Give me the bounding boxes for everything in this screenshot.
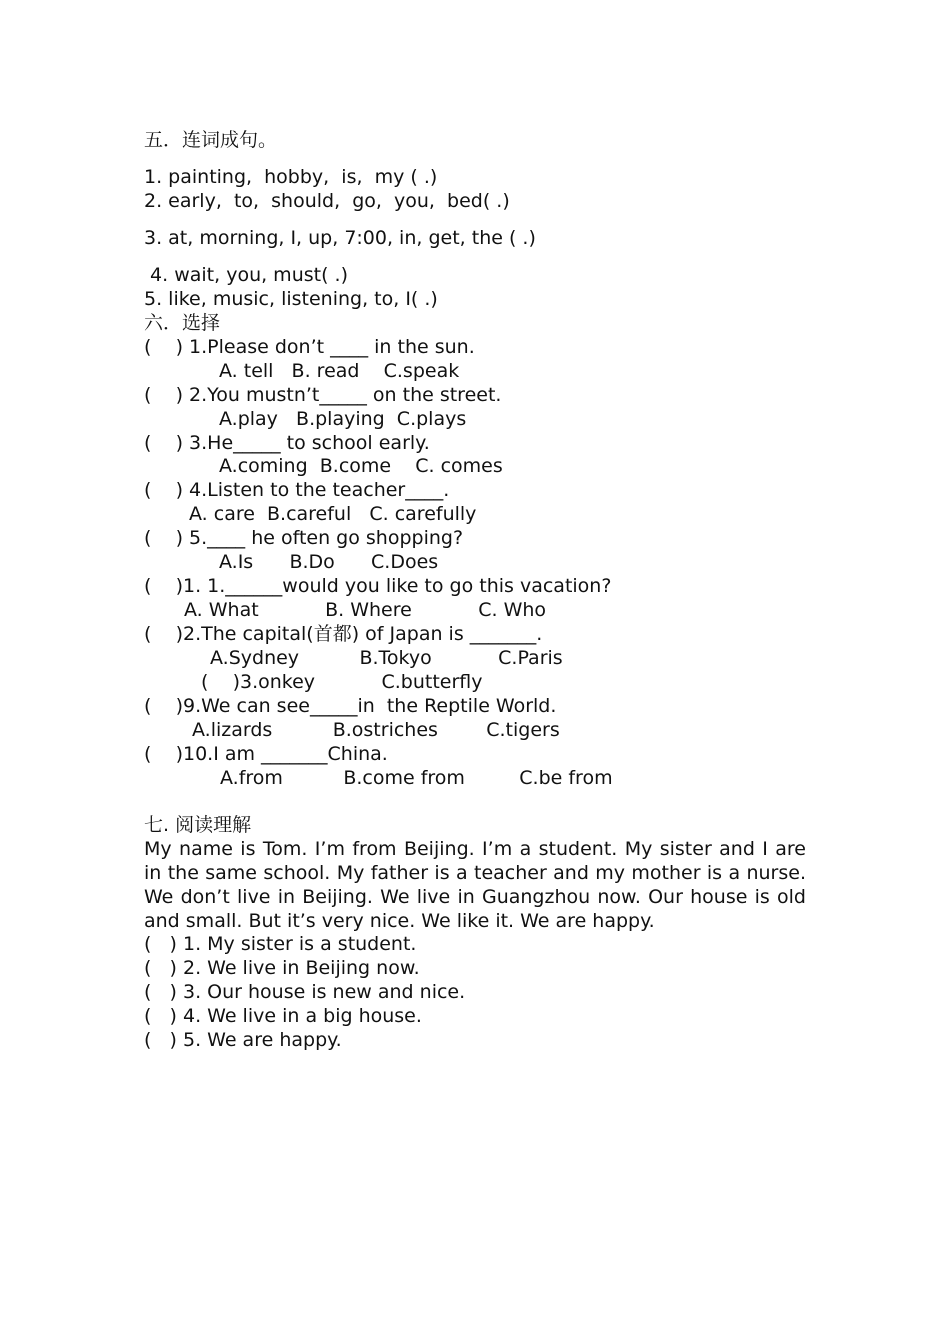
options-line: A.Is B.Do C.Does [219, 551, 439, 573]
section6-heading: 六．选择 [144, 312, 221, 334]
options-line: A.play B.playing C.plays [219, 408, 467, 430]
section5-item-5: 5. like, music, listening, to, I( .) [144, 288, 438, 310]
section5-item-1: 1. painting, hobby, is, my ( .) [144, 166, 438, 188]
section5-item-4: 4. wait, you, must( .) [144, 264, 348, 286]
options-line: A.Sydney B.Tokyo C.Paris [210, 647, 563, 669]
options-line: A. tell B. read C.speak [219, 360, 460, 382]
question-line: ( ) 5.____ he often go shopping? [144, 527, 464, 549]
question-line: ( ) 4.Listen to the teacher____. [144, 479, 450, 501]
question-line: ( )3.onkey C.butterfly [201, 671, 483, 693]
question-line: ( ) 1.Please don’t ____ in the sun. [144, 336, 475, 358]
true-false-question: ( ) 2. We live in Beijing now. [144, 957, 420, 979]
section7-heading: 七. 阅读理解 [144, 814, 252, 836]
section5-item-2: 2. early, to, should, go, you, bed( .) [144, 190, 510, 212]
reading-passage: My name is Tom. I’m from Beijing. I’m a student. My sister and I are in the same school. My father is a teacher and my mother is a nurse. We don’t live in Beijing. We live in Guangzhou now. Our house is old and small. But it’s very nice. We like it. We are happy. [144, 838, 806, 932]
section5-item-3: 3. at, morning, I, up, 7:00, in, get, the ( .) [144, 227, 536, 249]
question-line: ( ) 2.You mustn’t_____ on the street. [144, 384, 502, 406]
question-line: ( )10.I am _______China. [144, 743, 388, 765]
true-false-question: ( ) 5. We are happy. [144, 1029, 342, 1051]
true-false-question: ( ) 1. My sister is a student. [144, 933, 417, 955]
question-line: ( )9.We can see_____in the Reptile World. [144, 695, 557, 717]
true-false-question: ( ) 4. We live in a big house. [144, 1005, 422, 1027]
options-line: A.lizards B.ostriches C.tigers [192, 719, 560, 741]
options-line: A. What B. Where C. Who [184, 599, 547, 621]
options-line: A.from B.come from C.be from [220, 767, 613, 789]
section5-heading: 五．连词成句。 [144, 129, 278, 151]
true-false-question: ( ) 3. Our house is new and nice. [144, 981, 466, 1003]
options-line: A. care B.careful C. carefully [189, 503, 477, 525]
question-line: ( )1. 1.______would you like to go this vacation? [144, 575, 612, 597]
question-line: ( ) 3.He_____ to school early. [144, 432, 430, 454]
options-line: A.coming B.come C. comes [219, 455, 503, 477]
question-line: ( )2.The capital(首都) of Japan is _______. [144, 623, 543, 645]
